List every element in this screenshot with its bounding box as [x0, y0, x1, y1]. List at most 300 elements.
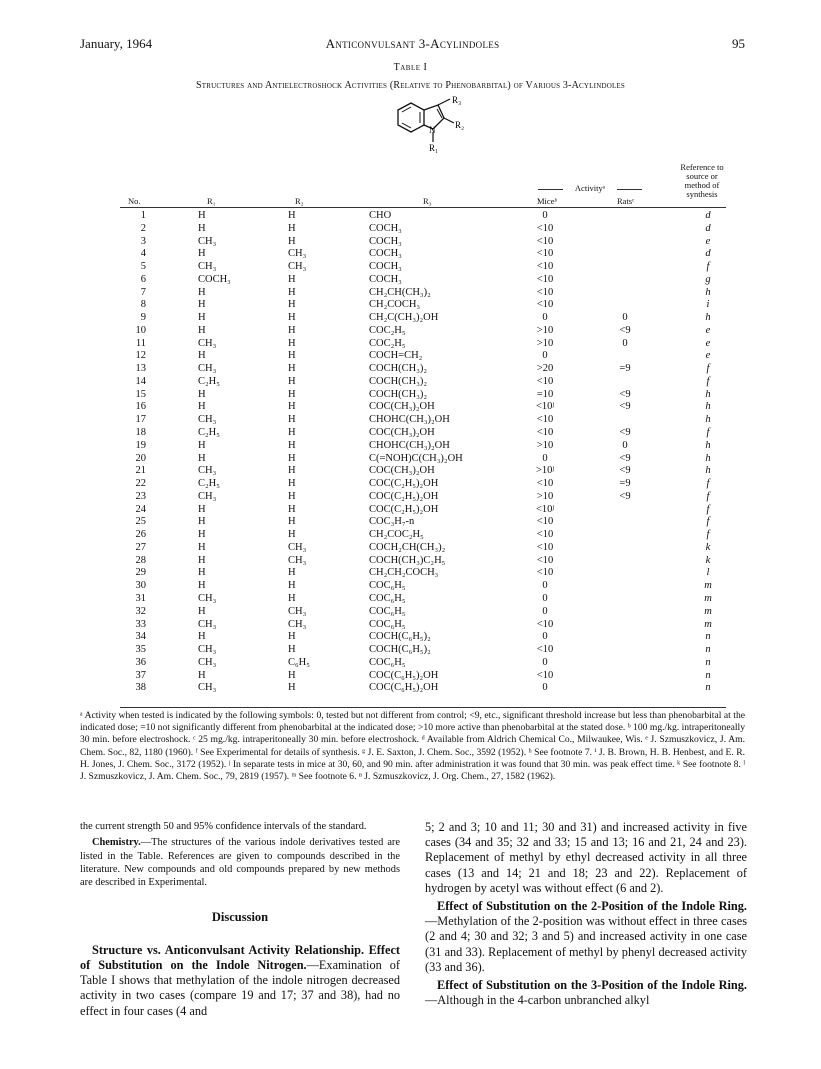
cell-r1: COCH₃: [198, 273, 231, 285]
paragraph-text: —Methylation of the 2-position was without effect in three cases (2 and 4; 30 and 32; 3 and 5) and increased activity in one case (31 and 33). Replacement of methyl by phenyl decreased activity (33 and 36).: [425, 914, 747, 974]
cell-r2: H: [288, 631, 296, 643]
cell-r1: C₂H₅: [198, 427, 220, 439]
cell-no: 6: [140, 273, 146, 285]
cell-no: 27: [135, 541, 146, 553]
paragraph: [80, 943, 400, 1019]
cell-no: 37: [135, 669, 146, 681]
cell-r3: COC(C₂H₅)₂OH: [369, 490, 439, 502]
table-row: [0, 631, 821, 644]
cell-r3: COC₆H₅: [369, 618, 406, 630]
cell-ref: n: [705, 656, 711, 668]
cell-mice: <10: [536, 286, 554, 298]
cell-no: 38: [135, 682, 146, 694]
cell-r1: C₂H₅: [198, 375, 220, 387]
header-date: January, 1964: [80, 36, 153, 51]
cell-r3: COCH(CH₃)C₂H₅: [369, 554, 446, 566]
cell-ref: l: [706, 567, 710, 579]
cell-no: 4: [140, 248, 146, 260]
cell-r1: H: [198, 669, 206, 681]
cell-ref: f: [706, 529, 710, 541]
cell-ref: f: [706, 363, 710, 375]
table-caption: Structures and Antielectroshock Activities (Relative to Phenobarbital) of Various 3-Acylindoles: [195, 80, 626, 91]
cell-mice: >10: [536, 324, 554, 336]
cell-r3: COCH(C₆H₅)₂: [369, 631, 431, 643]
cell-r1: H: [198, 580, 206, 592]
table-row: [0, 325, 821, 338]
paragraph: [425, 978, 747, 1008]
table-row: [0, 567, 821, 580]
cell-r3: CHOHC(CH₃)₂OH: [369, 414, 450, 426]
r3-label: R₃: [452, 96, 462, 105]
cell-r1: H: [198, 567, 206, 579]
cell-r1: CH₃: [198, 644, 217, 656]
col-header-activity: Activityᵃ: [563, 183, 617, 193]
cell-ref: d: [705, 222, 711, 234]
paragraph: [80, 820, 400, 833]
cell-no: 18: [135, 427, 146, 439]
n-label: N: [429, 125, 436, 135]
cell-r1: CH₃: [198, 618, 217, 630]
cell-r3: COC₆H₅: [369, 592, 406, 604]
cell-r3: COCH(CH₃)₂: [369, 363, 428, 375]
cell-no: 36: [135, 656, 146, 668]
cell-r2: H: [288, 375, 296, 387]
cell-mice: >10: [536, 439, 554, 451]
cell-no: 16: [135, 401, 146, 413]
cell-r2: H: [288, 337, 296, 349]
cell-r2: H: [288, 669, 296, 681]
cell-r1: H: [198, 541, 206, 553]
table-row: [0, 555, 821, 568]
cell-r2: CH₃: [288, 248, 307, 260]
table-row: [0, 350, 821, 363]
table-row: [0, 657, 821, 670]
cell-r1: H: [198, 452, 206, 464]
indole-structure-diagram: [386, 96, 496, 154]
cell-mice: 0: [542, 210, 548, 221]
cell-r2: CH₃: [288, 618, 307, 630]
cell-r1: C₂H₅: [198, 478, 220, 490]
cell-r2: H: [288, 682, 296, 694]
cell-mice: <10: [536, 235, 554, 247]
cell-no: 12: [135, 350, 146, 362]
cell-no: 2: [140, 222, 146, 234]
cell-mice: <10: [536, 427, 554, 439]
cell-mice: <10: [536, 261, 554, 273]
cell-no: 25: [135, 516, 146, 528]
cell-ref: n: [705, 669, 711, 681]
cell-r2: H: [288, 567, 296, 579]
cell-no: 19: [135, 439, 146, 451]
cell-r3: COCH₃: [369, 235, 402, 247]
cell-ref: i: [706, 299, 710, 311]
cell-no: 26: [135, 529, 146, 541]
cell-r3: COCH(CH₃)₂: [369, 375, 428, 387]
cell-r3: CH₂COC₂H₅: [369, 529, 424, 541]
cell-r1: CH₃: [198, 235, 217, 247]
col-header-rats: Ratsᶜ: [617, 196, 635, 206]
cell-mice: 0: [542, 656, 548, 668]
cell-rats: <9: [619, 452, 631, 464]
cell-no: 5: [140, 261, 146, 273]
cell-mice: >10: [536, 490, 554, 502]
paragraph: [425, 899, 747, 975]
cell-rats: =9: [619, 478, 631, 490]
cell-r2: H: [288, 516, 296, 528]
cell-ref: h: [705, 312, 711, 324]
cell-r2: H: [288, 580, 296, 592]
table-bottom-rule: [120, 707, 726, 708]
paragraph: [425, 820, 747, 896]
cell-no: 20: [135, 452, 146, 464]
cell-no: 35: [135, 644, 146, 656]
cell-ref: f: [706, 503, 710, 515]
cell-no: 33: [135, 618, 146, 630]
cell-mice: 0: [542, 605, 548, 617]
cell-ref: m: [704, 605, 712, 617]
table-row: [0, 236, 821, 249]
cell-r2: H: [288, 363, 296, 375]
cell-r3: COC(C₆H₅)₂OH: [369, 669, 439, 681]
cell-mice: 0: [542, 452, 548, 464]
cell-ref: h: [705, 452, 711, 464]
cell-no: 7: [140, 286, 146, 298]
cell-r3: CHOHC(CH₃)₂OH: [369, 439, 450, 451]
r2-label: R₂: [455, 120, 465, 130]
cell-mice: 0: [542, 350, 548, 362]
table-row: [0, 312, 821, 325]
table-row: [0, 427, 821, 440]
cell-r1: CH₃: [198, 363, 217, 375]
cell-rats: 0: [622, 439, 628, 451]
section-heading: Discussion: [211, 910, 269, 925]
cell-r3: CHO: [369, 210, 392, 221]
cell-r3: COC(C₆H₅)₂OH: [369, 682, 439, 694]
table-row: [0, 465, 821, 478]
cell-r3: COCH₃: [369, 273, 402, 285]
cell-r1: H: [198, 210, 206, 221]
cell-r2: H: [288, 414, 296, 426]
cell-r2: H: [288, 312, 296, 324]
cell-ref: e: [705, 337, 711, 349]
cell-r1: CH₃: [198, 682, 217, 694]
cell-rats: 0: [622, 312, 628, 324]
cell-r3: COCH₃: [369, 222, 402, 234]
table-row: [0, 287, 821, 300]
cell-r1: H: [198, 312, 206, 324]
cell-ref: k: [705, 554, 711, 566]
table-row: [0, 389, 821, 402]
paragraph-heading: Chemistry.: [92, 837, 141, 849]
cell-r2: H: [288, 478, 296, 490]
col-header-mice: Miceᵇ: [537, 196, 558, 206]
cell-ref: m: [704, 618, 712, 630]
cell-r1: H: [198, 605, 206, 617]
cell-no: 14: [135, 375, 146, 387]
cell-ref: n: [705, 682, 711, 694]
col-header-r2: R₂: [295, 196, 304, 206]
cell-r3: COC₃H₇-n: [369, 516, 415, 528]
table-row: [0, 223, 821, 236]
cell-r3: COC₂H₅: [369, 337, 406, 349]
cell-mice: 0: [542, 312, 548, 324]
cell-r2: H: [288, 427, 296, 439]
cell-r1: H: [198, 439, 206, 451]
table-row: [0, 453, 821, 466]
table-footnotes: ᵃ Activity when tested is indicated by the following symbols: 0, tested but not different from control; <9, etc., significant threshold increase but less than phenobarbital at the indicated dose; =10 not significantly different from phenobarbital at the indicated dose; >10 more active than phenobarbital at the stated dose. ᵇ 100 mg./kg. intraperitoneally 30 min. before electroshock. ᶜ 25 mg./kg. intraperitoneally 30 min. before electroshock. ᵈ Available from Aldrich Chemical Co., Milwaukee, Wis. ᵉ J. Szmuszkovicz, J. Am. Chem. Soc., 82, 1180 (1960). ᶠ See Experimental for details of synthesis. ᵍ J. E. Saxton, J. Chem. Soc., 3592 (1952). ʰ See footnote 7. ⁱ J. B. Brown, H. B. Henbest, and E. R. H. Jones, J. Chem. Soc., 3172 (1952). ʲ In separate tests in mice at 30, 60, and 90 min. after administration it was found that 30 min. was peak effect time. ᵏ See footnote 8. ˡ J. Szmuszkovicz, J. Am. Chem. Soc., 79, 2819 (1957). ᵐ See footnote 6. ⁿ J. Szmuszkovicz, J. Org. Chem., 27, 1582 (1962).: [80, 710, 745, 783]
cell-r1: H: [198, 516, 206, 528]
cell-r2: H: [288, 286, 296, 298]
cell-r2: CH₃: [288, 541, 307, 553]
cell-r1: CH₃: [198, 490, 217, 502]
cell-ref: f: [706, 427, 710, 439]
cell-r2: H: [288, 299, 296, 311]
cell-mice: <10: [536, 248, 554, 260]
cell-ref: e: [705, 350, 711, 362]
table-row: [0, 516, 821, 529]
cell-mice: <10: [536, 273, 554, 285]
cell-no: 28: [135, 554, 146, 566]
cell-ref: f: [706, 490, 710, 502]
running-header: [80, 36, 745, 52]
paragraph-text: the current strength 50 and 95% confidence intervals of the standard.: [80, 821, 367, 832]
table-row: [0, 363, 821, 376]
cell-r1: H: [198, 631, 206, 643]
cell-ref: e: [705, 324, 711, 336]
table-row: [0, 261, 821, 274]
header-title: Anticonvulsant 3-Acylindoles: [325, 36, 500, 51]
cell-r2: H: [288, 465, 296, 477]
cell-mice: <10: [536, 516, 554, 528]
cell-no: 3: [140, 235, 146, 247]
cell-r2: CH₃: [288, 261, 307, 273]
cell-r1: H: [198, 554, 206, 566]
cell-no: 29: [135, 567, 146, 579]
cell-r2: H: [288, 324, 296, 336]
cell-no: 30: [135, 580, 146, 592]
cell-rats: <9: [619, 388, 631, 400]
table-row: [0, 376, 821, 389]
cell-r2: H: [288, 222, 296, 234]
cell-mice: <10: [536, 618, 554, 630]
cell-r2: H: [288, 439, 296, 451]
table-row: [0, 401, 821, 414]
cell-no: 13: [135, 363, 146, 375]
cell-r3: CH₂COCH₃: [369, 299, 421, 311]
cell-r2: H: [288, 592, 296, 604]
cell-ref: f: [706, 261, 710, 273]
cell-no: 11: [135, 337, 146, 349]
cell-r2: C₆H₅: [288, 656, 310, 668]
cell-no: 15: [135, 388, 146, 400]
table-row: [0, 248, 821, 261]
cell-ref: m: [704, 580, 712, 592]
table-row: [0, 210, 821, 223]
cell-r2: H: [288, 490, 296, 502]
table-row: [0, 299, 821, 312]
cell-r2: H: [288, 401, 296, 413]
col-header-reference: Reference to source or method of synthesis: [680, 162, 724, 199]
cell-r2: H: [288, 210, 296, 221]
cell-ref: e: [705, 235, 711, 247]
table-label: Table I: [393, 62, 428, 73]
cell-mice: <10ʲ: [535, 401, 555, 413]
cell-mice: <10: [536, 478, 554, 490]
cell-r3: COCH₂CH(CH₃)₂: [369, 541, 446, 553]
cell-mice: <10: [536, 669, 554, 681]
cell-r1: H: [198, 388, 206, 400]
paragraph-text: —The structures of the various indole derivatives tested are listed in the Table. References are given to compounds described in the literature. New compounds and old compounds prepared by new methods are described in Experimental.: [80, 837, 400, 889]
cell-r3: COC₆H₅: [369, 580, 406, 592]
cell-ref: d: [705, 210, 711, 221]
paragraph-heading: Effect of Substitution on the 2-Position of the Indole Ring.: [437, 899, 747, 914]
cell-mice: <10: [536, 414, 554, 426]
table-header-rule: [120, 207, 726, 208]
paragraph-text: 5; 2 and 3; 10 and 11; 30 and 31) and increased activity in five cases (34 and 35; 32 and 33; 15 and 13; 16 and 21, 24 and 23). Replacement of methyl by ethyl decreased activity in all three cases (13 and 14; 21 and 18; 23 and 22). Replacement of hydrogen by acetyl was without effect (6 and 2).: [425, 820, 747, 895]
cell-r1: H: [198, 529, 206, 541]
table-row: [0, 529, 821, 542]
cell-mice: <10: [536, 567, 554, 579]
cell-r1: H: [198, 299, 206, 311]
cell-ref: m: [704, 592, 712, 604]
cell-r2: H: [288, 452, 296, 464]
cell-r1: H: [198, 350, 206, 362]
cell-r3: COC(CH₃)₂OH: [369, 427, 435, 439]
cell-r2: H: [288, 350, 296, 362]
table-row: [0, 542, 821, 555]
cell-r3: COC₂H₅: [369, 324, 406, 336]
cell-r1: H: [198, 324, 206, 336]
cell-ref: k: [705, 541, 711, 553]
cell-rats: <9: [619, 465, 631, 477]
page-number: 95: [732, 36, 745, 51]
cell-no: 23: [135, 490, 146, 502]
cell-ref: h: [705, 465, 711, 477]
left-column: [80, 820, 400, 1022]
paragraph-text: —Examination of Table I shows that methylation of the indole nitrogen decreased activity in two cases (compare 19 and 17; 37 and 38), had no effect in four cases (4 and: [80, 957, 400, 1018]
cell-r2: H: [288, 388, 296, 400]
col-header-r1: R₁: [207, 196, 216, 206]
cell-r1: CH₃: [198, 656, 217, 668]
cell-rats: <9: [619, 324, 631, 336]
cell-r2: CH₃: [288, 554, 307, 566]
cell-r1: CH₃: [198, 465, 217, 477]
cell-mice: 0: [542, 682, 548, 694]
cell-mice: >10ʲ: [535, 465, 555, 477]
table-row: [0, 478, 821, 491]
cell-r3: CH₂CH₂COCH₃: [369, 567, 439, 579]
cell-ref: g: [705, 273, 711, 285]
cell-r2: CH₃: [288, 605, 307, 617]
table-row: [0, 440, 821, 453]
cell-mice: <10ʲ: [535, 503, 555, 515]
cell-no: 24: [135, 503, 146, 515]
cell-ref: h: [705, 286, 711, 298]
cell-ref: f: [706, 375, 710, 387]
table-row: [0, 414, 821, 427]
cell-rats: <9: [619, 490, 631, 502]
cell-ref: h: [705, 439, 711, 451]
cell-r1: CH₃: [198, 261, 217, 273]
col-header-r3: R₃: [423, 196, 432, 206]
cell-r2: H: [288, 235, 296, 247]
cell-ref: h: [705, 401, 711, 413]
cell-mice: <10: [536, 644, 554, 656]
cell-mice: <10: [536, 375, 554, 387]
table-row: [0, 606, 821, 619]
cell-r3: COCH₃: [369, 261, 402, 273]
cell-r3: COC₆H₅: [369, 605, 406, 617]
cell-r1: H: [198, 248, 206, 260]
cell-rats: <9: [619, 401, 631, 413]
table-row: [0, 504, 821, 517]
paragraph-heading: Effect of Substitution on the 3-Position of the Indole Ring.: [437, 978, 747, 993]
cell-ref: f: [706, 516, 710, 528]
table-row: [0, 593, 821, 606]
cell-ref: h: [705, 388, 711, 400]
cell-r3: COCH₃: [369, 248, 402, 260]
cell-no: 32: [135, 605, 146, 617]
cell-no: 31: [135, 592, 146, 604]
cell-r3: C(=NOH)C(CH₃)₂OH: [369, 452, 463, 464]
cell-r3: COCH(C₆H₅)₂: [369, 644, 431, 656]
table-row: [0, 682, 821, 695]
cell-r1: CH₃: [198, 414, 217, 426]
cell-mice: <10: [536, 222, 554, 234]
cell-r3: COCH(CH₃)₂: [369, 388, 428, 400]
cell-no: 17: [135, 414, 146, 426]
table-row: [0, 580, 821, 593]
paragraph: [80, 836, 400, 889]
cell-ref: n: [705, 631, 711, 643]
table-row: [0, 619, 821, 632]
cell-mice: <10: [536, 299, 554, 311]
cell-mice: >20: [536, 363, 554, 375]
cell-r2: H: [288, 503, 296, 515]
cell-no: 10: [135, 324, 146, 336]
table-row: [0, 491, 821, 504]
cell-ref: f: [706, 478, 710, 490]
cell-r3: COC(C₂H₅)₂OH: [369, 478, 439, 490]
cell-no: 22: [135, 478, 146, 490]
cell-no: 8: [140, 299, 146, 311]
cell-no: 34: [135, 631, 146, 643]
cell-r3: CH₂C(CH₃)₂OH: [369, 312, 439, 324]
cell-r1: H: [198, 503, 206, 515]
cell-mice: <10: [536, 554, 554, 566]
cell-r1: H: [198, 401, 206, 413]
cell-ref: h: [705, 414, 711, 426]
right-column: [425, 820, 747, 1011]
cell-r3: COC(C₂H₅)₂OH: [369, 503, 439, 515]
cell-mice: 0: [542, 580, 548, 592]
table-row: [0, 670, 821, 683]
paragraph-heading: Structure vs. Anticonvulsant Activity Relationship. Effect of Substitution on the Indole Nitrogen.: [80, 942, 400, 972]
table-body: [0, 210, 821, 695]
cell-r3: COC(CH₃)₂OH: [369, 465, 435, 477]
cell-mice: 0: [542, 631, 548, 643]
cell-no: 9: [140, 312, 146, 324]
cell-mice: <10: [536, 529, 554, 541]
cell-mice: >10: [536, 337, 554, 349]
cell-no: 21: [135, 465, 146, 477]
cell-r2: H: [288, 644, 296, 656]
table-row: [0, 338, 821, 351]
cell-mice: =10: [536, 388, 554, 400]
cell-rats: <9: [619, 427, 631, 439]
r1-label: R₁: [429, 143, 439, 153]
cell-r2: H: [288, 273, 296, 285]
